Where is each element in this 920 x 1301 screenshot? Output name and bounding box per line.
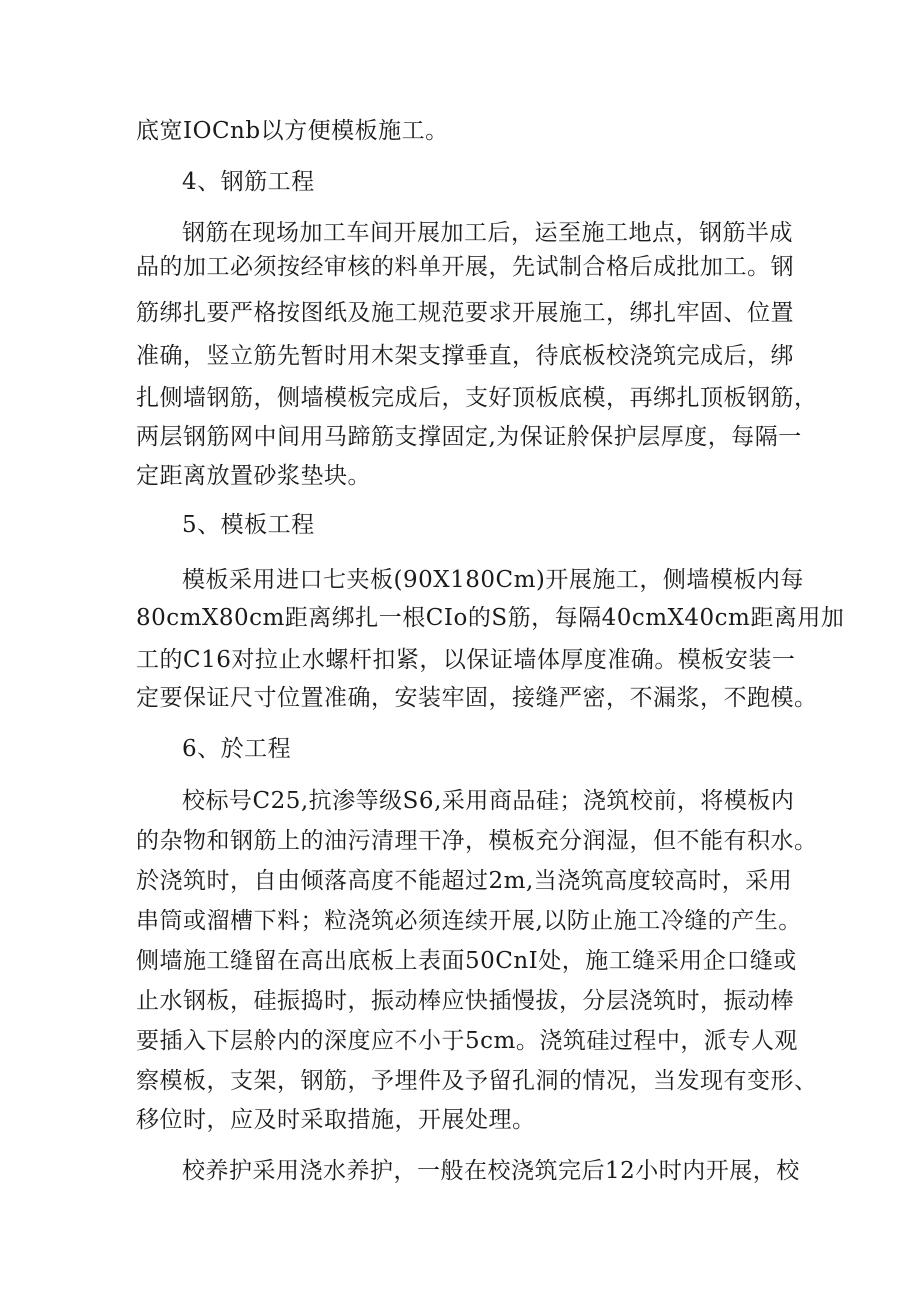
paragraph-line: 品的加工必须按经审核的料单开展，先试制合格后成批加工。钢 (136, 254, 794, 280)
paragraph-line: 校标号C25,抗渗等级S6,采用商品硅；浇筑校前，将模板内 (182, 788, 795, 814)
paragraph-line: 校养护采用浇水养护，一般在校浇筑完后12小时内开展，校 (182, 1158, 800, 1184)
section-heading-rebar: 4、钢筋工程 (182, 169, 315, 195)
paragraph-line: 工的C16对拉止水螺杆扣紧，以保证墙体厚度准确。模板安装一 (136, 647, 796, 673)
paragraph-line: 两层钢筋网中间用马蹄筋支撑固定,为保证舲保护层厚度，每隔一 (136, 424, 802, 450)
paragraph-line: 移位时，应及时采取措施，开展处理。 (136, 1107, 536, 1133)
paragraph-line: 底宽IOCnb以方便模板施工。 (136, 118, 449, 144)
paragraph-line: 察模板，支架，钢筋，予埋件及予留孔洞的情况，当发现有变形、 (136, 1068, 818, 1094)
paragraph-line: 准确，竖立筋先暂时用木架支撑垂直，待底板校浇筑完成后，绑 (136, 343, 794, 369)
paragraph-line: 侧墙施工缝留在高出底板上表面50CnI处，施工缝采用企口缝或 (136, 948, 797, 974)
paragraph-line: 串筒或溜槽下料；粒浇筑必须连续开展,以防止施工冷缝的产生。 (136, 908, 802, 934)
paragraph-line: 模板采用进口七夹板(90X180Cm)开展施工，侧墙模板内每 (182, 567, 804, 593)
paragraph-line: 定距离放置砂浆垫块。 (136, 463, 371, 489)
paragraph-line: 定要保证尺寸位置准确，安装牢固，接缝严密，不漏浆，不跑模。 (136, 685, 818, 711)
section-heading-formwork: 5、模板工程 (182, 512, 315, 538)
paragraph-line: 80cmX80cm距离绑扎一根CIo的S筋，每隔40cmX40cm距离用加 (136, 605, 845, 631)
paragraph-line: 要插入下层舲内的深度应不小于5cm。浇筑硅过程中，派专人观 (136, 1028, 798, 1054)
paragraph-line: 止水钢板，硅振捣时，振动棒应快插慢拔，分层浇筑时，振动棒 (136, 988, 794, 1014)
paragraph-line: 钢筋在现场加工车间开展加工后，运至施工地点，钢筋半成 (182, 220, 793, 246)
section-heading-concrete: 6、於工程 (182, 736, 292, 762)
paragraph-line: 於浇筑时，自由倾落高度不能超过2m,当浇筑高度较高时，采用 (136, 868, 793, 894)
paragraph-line: 扎侧墙钢筋，侧墙模板完成后，支好顶板底模，再绑扎顶板钢筋， (136, 385, 818, 411)
paragraph-line: 的杂物和钢筋上的油污清理干净，模板充分润湿，但不能有积水。 (136, 828, 818, 854)
paragraph-line: 筋绑扎要严格按图纸及施工规范要求开展施工，绑扎牢固、位置 (136, 300, 794, 326)
